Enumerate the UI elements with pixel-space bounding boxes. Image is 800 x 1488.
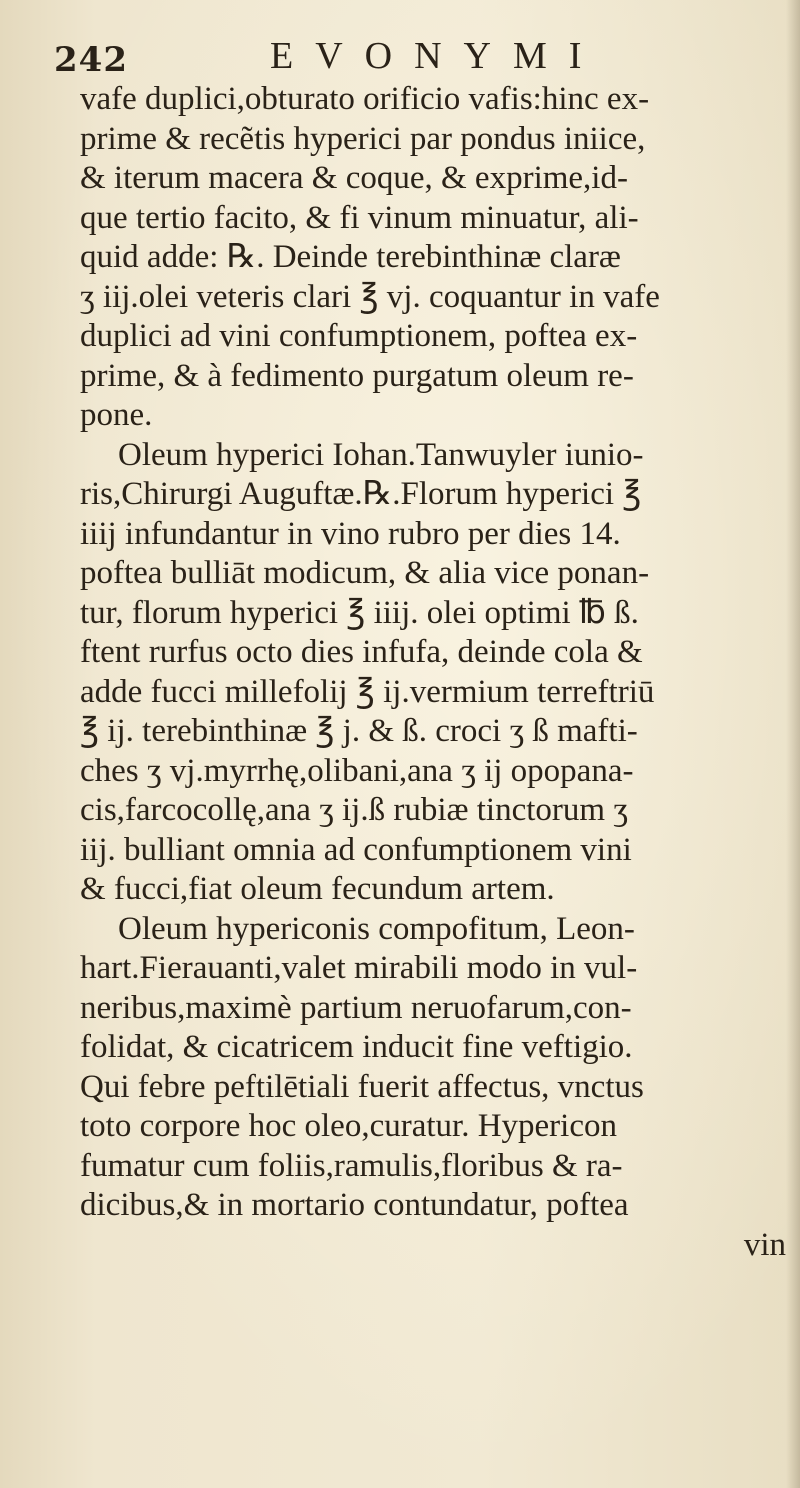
page-number: 242 [54, 40, 128, 80]
text-line: iiij infundantur in vino rubro per dies 14. [80, 515, 621, 552]
text-line: que tertio facito, & fi vinum minuatur, ali- [80, 199, 639, 236]
text-line: adde fucci millefolij ℥ ij.vermium terreftriū [80, 673, 655, 710]
text-line: toto corpore hoc oleo,curatur. Hypericon [80, 1108, 617, 1144]
text-line: ʒ iij.olei veteris clari ℥ vj. coquantur in vafe [80, 278, 660, 315]
text-line: ftent rurfus octo dies infufa, deinde cola & [80, 634, 643, 670]
running-title: EVONYMI [270, 35, 604, 77]
catchword: vin [743, 1226, 786, 1263]
text-line: pone. [80, 397, 153, 433]
body-text [80, 80, 800, 1265]
text-line: ℥ ij. terebinthinæ ℥ j. & ß. croci ʒ ß mafti- [80, 713, 638, 749]
text-line: fumatur cum foliis,ramulis,floribus & ra- [80, 1147, 623, 1184]
paragraph-start-line: Oleum hyperici Iohan.Tanwuyler iunio- [118, 436, 644, 473]
text-line: poftea bulliāt modicum, & alia vice ponan- [80, 555, 650, 591]
text-line: hart.Fierauanti,valet mirabili modo in vul- [80, 950, 638, 986]
text-line: ris,Chirurgi Auguftæ.℞.Florum hyperici ℥ [80, 476, 642, 512]
text-line: quid adde: ℞. Deinde terebinthinæ claræ [80, 239, 621, 275]
text-line: prime, & à fedimento purgatum oleum re- [80, 357, 634, 394]
text-line: prime & recẽtis hyperici par pondus iniice, [80, 120, 646, 157]
text-line: dicibus,& in mortario contundatur, poftea [80, 1187, 629, 1223]
text-line: Qui febre peftilētiali fuerit affectus, vnctus [80, 1068, 644, 1105]
text-line: vafe duplici,obturato orificio vafis:hinc ex- [80, 81, 650, 117]
text-line: ches ʒ vj.myrrhę,olibani,ana ʒ ij opopana- [80, 752, 634, 789]
text-line: & iterum macera & coque, & exprime,id- [80, 160, 628, 196]
text-line: iij. bulliant omnia ad confumptionem vini [80, 831, 632, 868]
text-line: neribus,maximè partium neruofarum,con- [80, 989, 632, 1026]
text-line: cis,farcocollę,ana ʒ ij.ß rubiæ tinctorum ʒ [80, 792, 628, 828]
text-line: folidat, & cicatricem inducit fine veftigio. [80, 1029, 633, 1065]
text-line: & fucci,fiat oleum fecundum artem. [80, 871, 555, 907]
paragraph-start-line: Oleum hypericonis compofitum, Leon- [118, 910, 635, 947]
text-line: duplici ad vini confumptionem, poftea ex- [80, 318, 638, 354]
text-line: tur, florum hyperici ℥ iiij. olei optimi ℔ ß. [80, 594, 639, 631]
page-header [0, 28, 800, 88]
